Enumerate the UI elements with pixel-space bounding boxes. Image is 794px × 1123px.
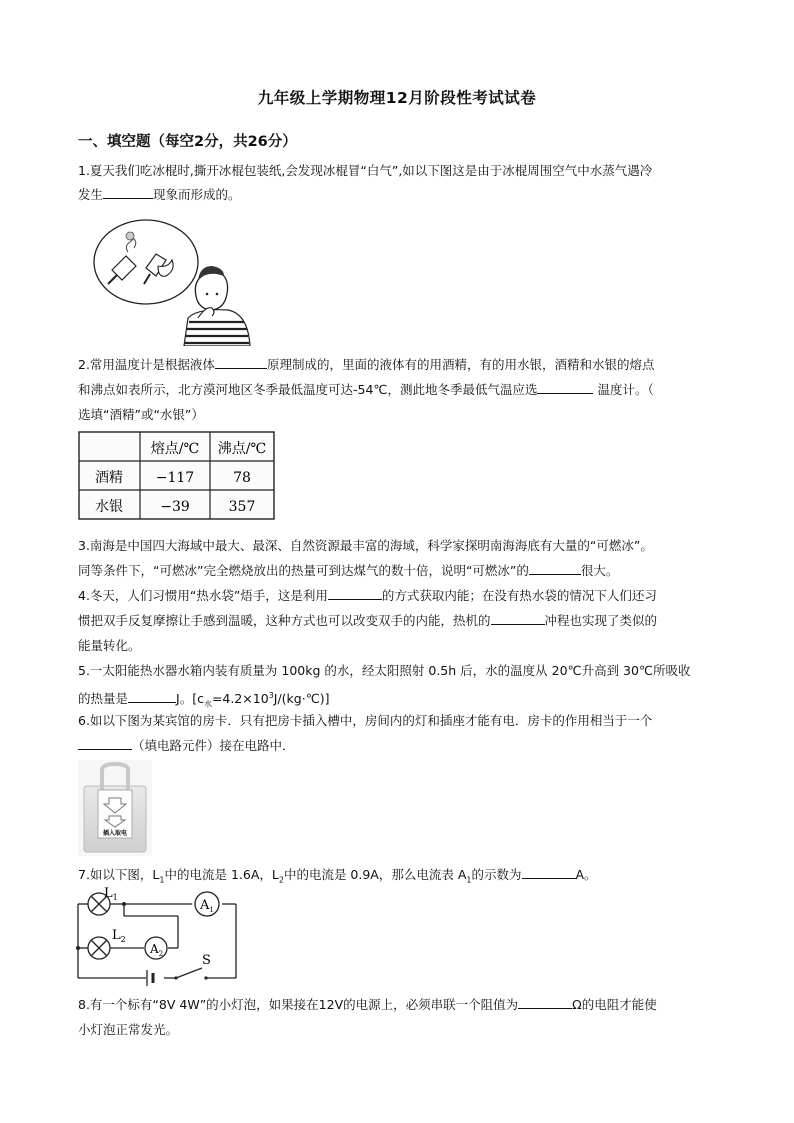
section-heading: 一、填空题（每空2分，共26分）: [78, 134, 297, 150]
q5-line1: 5.一太阳能热水器水箱内装有质量为 100kg 的水，经太阳照射 0.5h 后，水的温度从 20℃升高到 30℃所吸收: [78, 663, 691, 678]
table-cell: 水银: [95, 499, 123, 515]
q7-text-3: 中的电流是 0.9A，那么电流表 A: [283, 867, 467, 882]
q5-text-a: 的热量是: [78, 691, 129, 707]
q4-text-d: 冲程也实现了类似的: [544, 613, 658, 628]
table-header-melting: 熔点/℃: [150, 441, 200, 457]
answer-blank: [537, 381, 593, 394]
q6-text: （填电路元件）接在电路中．: [132, 738, 295, 753]
room-card-figure: [78, 760, 152, 856]
card-label: 插入取电: [102, 830, 128, 837]
q4-line2: [78, 612, 657, 630]
q2-text-c: 和沸点如表所示，北方漠河地区冬季最低温度可达-54℃，测此地冬季最低气温应选: [78, 382, 538, 397]
q8-text-a: 8.有一个标有“8V 4W”的小灯泡，如果接在12V的电源上，必须串联一个阻值为: [78, 997, 519, 1012]
circuit-diagram: [74, 886, 242, 990]
q5-text-b: J。[c: [176, 691, 204, 707]
q1-line2: [78, 186, 241, 204]
answer-blank: [215, 356, 267, 369]
label-S: S: [202, 953, 211, 968]
answer-blank: [328, 587, 382, 600]
q2-line2: [78, 381, 654, 399]
label-A2: $A_2$: [150, 942, 164, 958]
q7-text-4: 的示数为: [471, 867, 522, 882]
q3-text-b: 很大。: [580, 563, 619, 578]
q5-sub: 水: [203, 699, 212, 709]
q2-line1: [78, 356, 654, 374]
answer-blank: [529, 562, 581, 575]
answer-blank: [522, 866, 576, 879]
answer-blank: [518, 996, 572, 1009]
q3-text-a: 同等条件下，“可燃冰”完全燃烧放出的热量可到达煤气的数十倍，说明“可燃冰”的: [78, 563, 529, 578]
table-header-boiling: 沸点/℃: [217, 441, 267, 457]
popsicle-boy-figure: [86, 214, 254, 346]
q5-sup: 3: [268, 691, 274, 700]
q4-text-a: 4.冬天，人们习惯用“热水袋”焐手，这是利用: [78, 588, 328, 603]
table-cell: 酒精: [95, 470, 123, 486]
answer-blank: [103, 186, 153, 199]
q4-text-c: 惯把双手反复摩擦让手感到温暖，这种方式也可以改变双手的内能，热机的: [78, 613, 491, 628]
q7-text-1: 7.如以下图，L: [78, 867, 160, 882]
q3-line2: [78, 562, 618, 580]
label-L1: $L_1$: [104, 886, 118, 902]
q2-text-a: 2.常用温度计是根据液体: [78, 357, 215, 372]
q2-line3: 选填“酒精”或“水银”）: [78, 407, 204, 422]
q8-line2: 小灯泡正常发光。: [78, 1022, 179, 1037]
q1-line1: 1.夏天我们吃冰棍时,撕开冰棍包装纸,会发现冰棍冒“白气”,如以下图这是由于冰棍周围空气中水蒸气遇冷: [78, 163, 653, 178]
label-A1: $A_1$: [200, 898, 214, 914]
page-title: 九年级上学期物理12月阶段性考试试卷: [257, 89, 537, 107]
q5-text-d: J/(kg·℃)]: [273, 691, 330, 707]
q4-line3: 能量转化。: [78, 638, 141, 653]
q7-sub-2: 2: [278, 875, 284, 885]
table-cell: −39: [160, 499, 190, 515]
q4-text-b: 的方式获取内能；在没有热水袋的情况下人们还习: [381, 588, 657, 603]
label-L2: $L_2$: [112, 928, 126, 944]
table-cell: 78: [233, 470, 251, 486]
answer-blank: [128, 690, 176, 703]
q7-text-2: 中的电流是 1.6A，L: [164, 867, 279, 882]
answer-blank: [491, 612, 545, 625]
q3-line1: 3.南海是中国四大海域中最大、最深、自然资源最丰富的海域，科学家探明南海海底有大量的“可燃冰”。: [78, 538, 653, 553]
q5-line2: [78, 687, 330, 714]
q2-text-b: 原理制成的，里面的液体有的用酒精，有的用水银，酒精和水银的熔点: [266, 357, 655, 372]
melting-boiling-table: [78, 431, 276, 521]
q7-sub-1: 1: [159, 875, 165, 885]
q2-text-d: 温度计。（: [597, 382, 654, 397]
q8-text-b: Ω的电阻才能使: [572, 997, 657, 1012]
q7-sub-3: 1: [466, 875, 472, 885]
q1-text-b: 现象而形成的。: [153, 187, 241, 202]
table-cell: 357: [228, 499, 256, 515]
q6-line2: [78, 737, 295, 755]
answer-blank: [78, 737, 132, 750]
q4-line1: [78, 587, 657, 605]
q5-text-c: =4.2×10: [211, 691, 269, 707]
q7-text-5: A。: [575, 867, 597, 882]
table-cell: −117: [155, 470, 195, 486]
q1-text-a: 发生: [78, 187, 104, 202]
q6-line1: 6.如以下图为某宾馆的房卡．只有把房卡插入槽中，房间内的灯和插座才能有电．房卡的作用相当于一个: [78, 713, 653, 728]
q8-line1: [78, 996, 657, 1014]
